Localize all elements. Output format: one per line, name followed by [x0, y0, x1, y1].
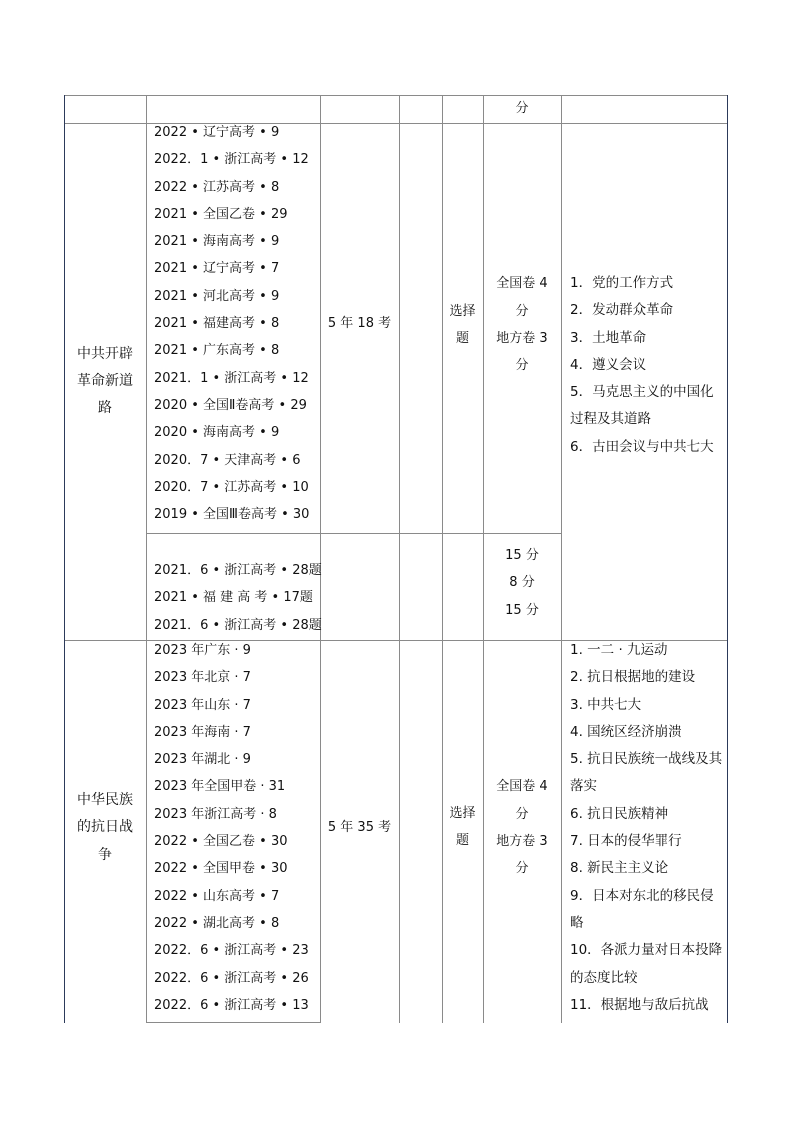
- period-line: 革命新道: [77, 372, 133, 389]
- source-item: 2022 • 全国乙卷 • 30: [154, 834, 288, 850]
- source-item: 2022 • 辽宁高考 • 9: [154, 125, 280, 140]
- key-point: 3．土地革命: [570, 329, 647, 346]
- score-line: 地方卷 3: [496, 331, 548, 346]
- source-item: 2023 年北京 · 7: [154, 670, 251, 686]
- source-item: 2021 • 全国乙卷 • 29: [154, 206, 288, 222]
- key-point: 9．日本对东北的移民侵略: [570, 887, 714, 931]
- key-point: 10．各派力量对日本投降的态度比较: [570, 942, 723, 986]
- source-item: 2019 • 全国Ⅲ卷高考 • 30: [154, 507, 310, 523]
- score-line: 全国卷 4: [496, 276, 548, 292]
- period-line: 路: [98, 400, 112, 417]
- source-item: 2022 • 江苏高考 • 8: [154, 179, 280, 195]
- period-line: 中共开辟: [77, 345, 133, 362]
- exam-analysis-table: [64, 95, 728, 1023]
- score-fragment: 分: [515, 101, 529, 117]
- key-point: 2. 抗日根据地的建设: [570, 669, 696, 686]
- source-item: 2023 年湖北 · 9: [154, 752, 251, 768]
- sources-bottom-border: [146, 1022, 320, 1023]
- period-line: 中华民族: [77, 792, 133, 809]
- section1-question-type: [442, 285, 483, 365]
- col-divider-3: [399, 95, 400, 1023]
- key-point: 6．古田会议与中共七大: [570, 438, 714, 455]
- question-type-line: 题: [455, 833, 469, 848]
- score-line: 分: [515, 358, 529, 374]
- key-point: 4．遵义会议: [570, 356, 647, 373]
- source-item: 2022．6 • 浙江高考 • 26: [154, 970, 309, 986]
- score-line: 地方卷 3: [496, 834, 548, 849]
- section2-score-cell: [483, 773, 561, 883]
- section1-sub-sources: [154, 557, 322, 639]
- source-item: 2021 • 福建高考 • 8: [154, 316, 280, 332]
- source-item: 2021 • 广东高考 • 8: [154, 343, 280, 359]
- source-item: 2021．6 • 浙江高考 • 28题: [154, 563, 322, 578]
- section1-sub-scores: [483, 541, 561, 625]
- source-item: 2023 年山东 · 7: [154, 697, 251, 713]
- source-item: 2021 • 福 建 高 考 • 17题: [154, 590, 313, 606]
- col-divider-1: [146, 95, 147, 1023]
- key-point: 11．根据地与敌后抗战: [570, 996, 709, 1013]
- question-type-line: 选择: [449, 303, 476, 319]
- source-item: 2023 年海南 · 7: [154, 724, 251, 740]
- source-item: 2021．1 • 浙江高考 • 12: [154, 370, 309, 386]
- sub-score: 15 分: [505, 602, 539, 618]
- source-item: 2022．1 • 浙江高考 • 12: [154, 152, 309, 168]
- period-line: 的抗日战: [77, 819, 133, 836]
- section2-sources: [154, 637, 309, 1019]
- key-point: 1. 一二 · 九运动: [570, 642, 668, 658]
- source-item: 2020 • 全国Ⅱ卷高考 • 29: [154, 397, 307, 413]
- section1-period-cell: [64, 123, 146, 640]
- sub-score: 8 分: [509, 575, 535, 591]
- key-point: 3. 中共七大: [570, 696, 642, 713]
- score-line: 分: [515, 806, 529, 822]
- source-item: 2022．6 • 浙江高考 • 23: [154, 943, 309, 959]
- key-point: 2．发动群众革命: [570, 302, 674, 319]
- table-top-border: [64, 95, 728, 96]
- section1-frequency-cell: [320, 123, 399, 525]
- key-point: 7. 日本的侵华罪行: [570, 833, 682, 850]
- exam-frequency: 5 年 18 考: [327, 316, 392, 332]
- source-item: 2021 • 辽宁高考 • 7: [154, 261, 280, 277]
- question-type-line: 选择: [449, 805, 476, 821]
- period-line: 争: [98, 846, 112, 863]
- section2-frequency-cell: [320, 795, 399, 861]
- key-point: 8. 新民主主义论: [570, 860, 669, 877]
- section1-sources: [154, 119, 309, 528]
- key-point: 1．党的工作方式: [570, 275, 674, 291]
- score-line: 分: [515, 861, 529, 877]
- question-type-line: 题: [455, 331, 469, 346]
- top-score-cell: [483, 95, 561, 123]
- score-line: 分: [515, 303, 529, 319]
- col-divider-4: [442, 95, 443, 1023]
- key-point: 6. 抗日民族精神: [570, 805, 669, 822]
- source-item: 2021．6 • 浙江高考 • 28题: [154, 617, 322, 633]
- section1-key-points: [570, 270, 724, 461]
- section2-key-points: [570, 637, 724, 1019]
- key-point: 4. 国统区经济崩溃: [570, 723, 682, 740]
- score-line: 全国卷 4: [496, 779, 548, 795]
- source-item: 2022．6 • 浙江高考 • 13: [154, 997, 309, 1013]
- source-item: 2021 • 河北高考 • 9: [154, 288, 280, 304]
- exam-frequency: 5 年 35 考: [327, 820, 392, 836]
- source-item: 2020．7 • 江苏高考 • 10: [154, 479, 309, 495]
- section1-score-cell: [483, 270, 561, 380]
- section2-period-cell: [64, 780, 146, 876]
- sub-score: 15 分: [505, 548, 539, 564]
- col-divider-6: [561, 95, 562, 1023]
- source-item: 2021 • 海南高考 • 9: [154, 234, 280, 250]
- source-item: 2022 • 全国甲卷 • 30: [154, 861, 288, 877]
- key-point: 5. 抗日民族统一战线及其落实: [570, 751, 723, 795]
- source-item: 2020 • 海南高考 • 9: [154, 425, 280, 441]
- source-item: 2023 年广东 · 9: [154, 643, 251, 658]
- subrow-divider: [146, 533, 561, 534]
- source-item: 2023 年浙江高考 · 8: [154, 806, 277, 822]
- source-item: 2022 • 湖北高考 • 8: [154, 915, 280, 931]
- source-item: 2020．7 • 天津高考 • 6: [154, 452, 301, 468]
- source-item: 2023 年全国甲卷 · 31: [154, 779, 286, 795]
- table-right-border: [727, 95, 728, 1023]
- section2-question-type: [442, 787, 483, 867]
- key-point: 5．马克思主义的中国化过程及其道路: [570, 384, 714, 428]
- source-item: 2022 • 山东高考 • 7: [154, 888, 280, 904]
